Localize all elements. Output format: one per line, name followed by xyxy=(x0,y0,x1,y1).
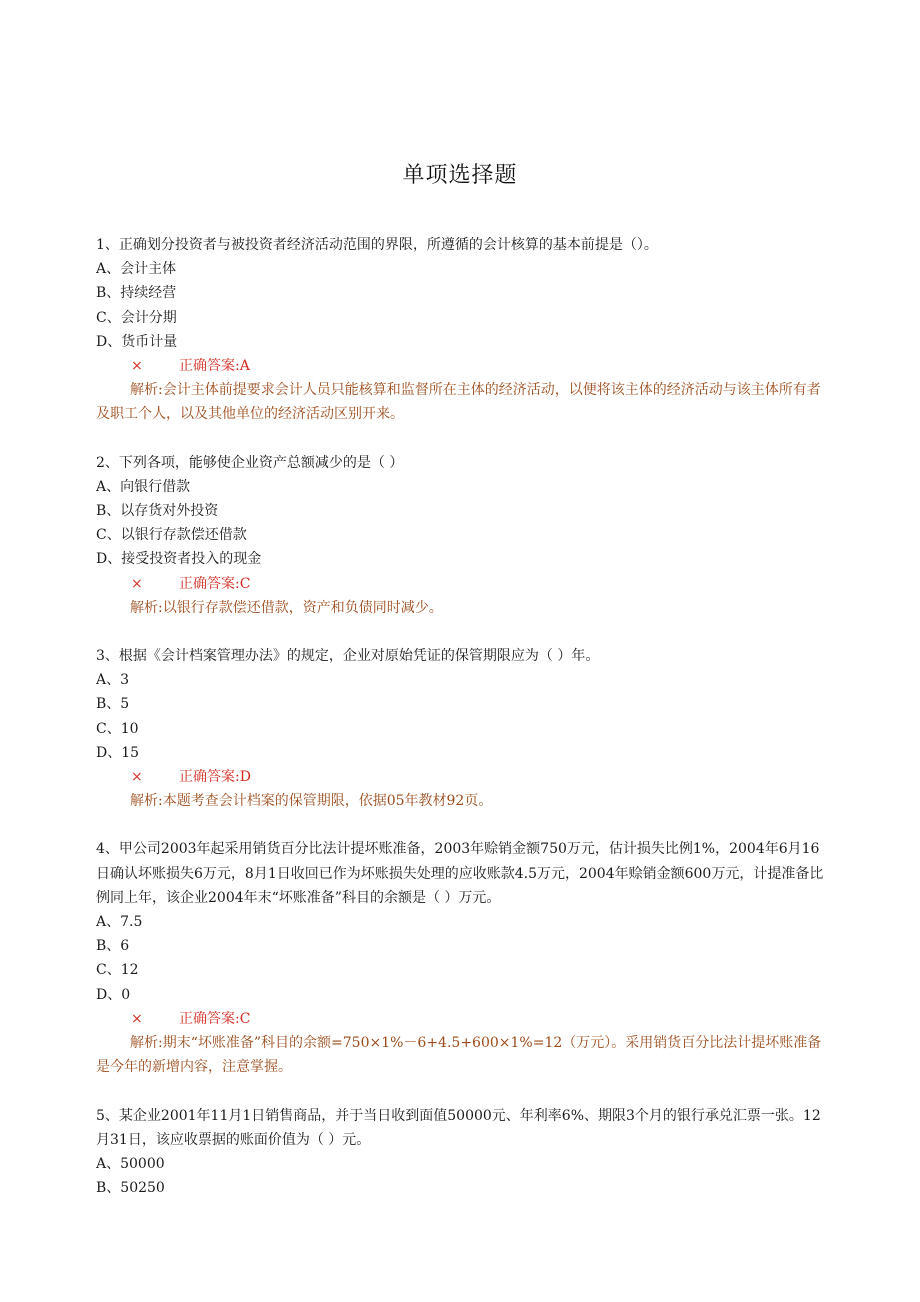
option-d: D、0 xyxy=(96,986,131,1003)
question-3 xyxy=(96,644,826,813)
explanation: 解析:期末“坏账准备”科目的余额=750×1%－6+4.5+600×1%=12（万元）。采用销货百分比法计提坏账准备是今年的新增内容，注意掌握。 xyxy=(96,1035,822,1076)
option-a: A、3 xyxy=(96,672,130,689)
question-text: 3、根据《会计档案管理办法》的规定，企业对原始凭证的保管期限应为（ ）年。 xyxy=(96,648,600,665)
option-d: D、货币计量 xyxy=(96,333,178,350)
correct-answer: 正确答案:C xyxy=(179,1010,251,1027)
option-b: B、5 xyxy=(96,696,130,713)
question-1 xyxy=(96,233,826,427)
option-c: C、会计分期 xyxy=(96,309,177,326)
option-b: B、以存货对外投资 xyxy=(96,503,219,520)
question-4 xyxy=(96,837,826,1079)
option-d: D、15 xyxy=(96,744,140,761)
question-list xyxy=(96,233,826,1224)
answer-row xyxy=(96,354,826,378)
correct-answer: 正确答案:A xyxy=(179,358,250,375)
correct-answer: 正确答案:D xyxy=(179,769,251,786)
option-d: D、接受投资者投入的现金 xyxy=(96,551,262,568)
explanation: 解析:会计主体前提要求会计人员只能核算和监督所在主体的经济活动，以便将该主体的经济活动与该主体所有者及职工个人，以及其他单位的经济活动区别开来。 xyxy=(96,382,821,423)
option-b: B、50250 xyxy=(96,1180,165,1197)
option-c: C、10 xyxy=(96,720,139,737)
option-a: A、7.5 xyxy=(96,914,143,931)
option-c: C、12 xyxy=(96,962,139,979)
explanation: 解析:本题考查会计档案的保管期限，依据05年教材92页。 xyxy=(130,793,493,810)
answer-row xyxy=(96,765,826,789)
option-a: A、会计主体 xyxy=(96,261,177,278)
option-a: A、50000 xyxy=(96,1155,165,1172)
correct-answer: 正确答案:C xyxy=(179,575,251,592)
wrong-mark-icon: × xyxy=(131,358,143,375)
question-text: 4、甲公司2003年起采用销货百分比法计提坏账准备，2003年赊销金额750万元，估计损失比例1%，2004年6月16日确认坏账损失6万元，8月1日收回已作为坏账损失处理的应收账款4.5万元，2004年赊销金额600万元，计提准备比例同上年，该企业2004年末“坏账准备”科目的余额是（ ）万元。 xyxy=(96,841,824,906)
answer-row xyxy=(96,572,826,596)
question-5 xyxy=(96,1104,826,1201)
question-2 xyxy=(96,451,826,620)
wrong-mark-icon: × xyxy=(131,575,143,592)
option-b: B、6 xyxy=(96,938,130,955)
wrong-mark-icon: × xyxy=(131,769,143,786)
question-text: 5、某企业2001年11月1日销售商品，并于当日收到面值50000元、年利率6%、期限3个月的银行承兑汇票一张。12月31日，该应收票据的账面价值为（ ）元。 xyxy=(96,1107,821,1148)
wrong-mark-icon: × xyxy=(131,1010,143,1027)
explanation: 解析:以银行存款偿还借款，资产和负债同时减少。 xyxy=(130,599,443,616)
question-text: 2、下列各项，能够使企业资产总额减少的是（ ） xyxy=(96,454,404,471)
page-title: 单项选择题 xyxy=(402,163,518,188)
option-b: B、持续经营 xyxy=(96,285,177,302)
option-c: C、以银行存款偿还借款 xyxy=(96,527,247,544)
answer-row xyxy=(96,1007,826,1031)
question-text: 1、正确划分投资者与被投资者经济活动范围的界限，所遵循的会计核算的基本前提是（）。 xyxy=(96,237,658,253)
option-a: A、向银行借款 xyxy=(96,478,191,495)
